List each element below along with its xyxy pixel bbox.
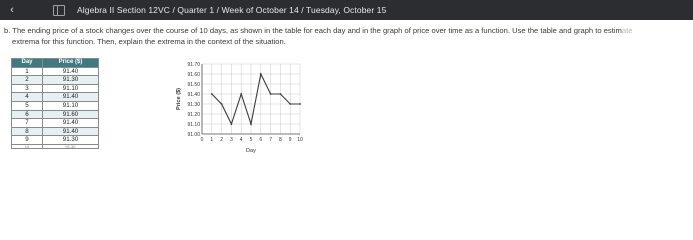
y-tick-label: 91.00 bbox=[187, 131, 200, 138]
table-cell-day: 9 bbox=[12, 136, 43, 145]
table-cell-price: 91.40 bbox=[43, 67, 99, 76]
table-row bbox=[12, 127, 99, 136]
table-header-row bbox=[12, 59, 99, 68]
table-row bbox=[12, 84, 99, 93]
x-axis-label: Day bbox=[246, 148, 256, 154]
table-cell-price: 91.60 bbox=[43, 110, 99, 119]
data-point bbox=[289, 103, 291, 105]
x-tick-label: 9 bbox=[288, 137, 292, 143]
y-tick-label: 91.10 bbox=[187, 121, 200, 128]
data-point bbox=[221, 103, 223, 105]
data-point bbox=[280, 93, 282, 95]
y-tick-label: 91.30 bbox=[187, 101, 200, 108]
x-tick-label: 1 bbox=[210, 137, 214, 143]
table-row bbox=[12, 136, 99, 145]
price-graph bbox=[168, 58, 318, 176]
back-arrow-icon[interactable]: ‹ bbox=[10, 4, 14, 16]
y-tick-label: 91.50 bbox=[187, 81, 200, 88]
data-point bbox=[231, 123, 233, 125]
x-tick-label: 8 bbox=[279, 137, 282, 143]
table-cell-day: 1 bbox=[12, 67, 43, 76]
table-header-price: Price ($) bbox=[43, 59, 99, 68]
table-row bbox=[12, 144, 99, 148]
x-tick-label: 5 bbox=[249, 137, 253, 143]
data-point bbox=[240, 93, 242, 95]
table-cell-price: 91.30 bbox=[43, 76, 99, 85]
x-tick-label: 3 bbox=[230, 137, 233, 143]
table-row bbox=[12, 101, 99, 110]
table-cell-price: 91.10 bbox=[43, 101, 99, 110]
data-point bbox=[270, 93, 272, 95]
table-cell-day: 10 bbox=[12, 144, 43, 148]
table-cell-price: 91.40 bbox=[43, 93, 99, 102]
question-line-1-text: b. The ending price of a stock changes over the course of 10 days, as shown in the table for each day and in the graph of price over time as a function. Use the table and graph to estim bbox=[4, 26, 622, 35]
x-tick-label: 7 bbox=[269, 137, 272, 143]
table-cell-day: 7 bbox=[12, 119, 43, 128]
table-cell-price: 91.30 bbox=[43, 144, 99, 148]
price-series-line bbox=[212, 74, 300, 124]
table-cell-day: 2 bbox=[12, 76, 43, 85]
question-line-1-faded: ate bbox=[621, 26, 633, 35]
table-header-day: Day bbox=[12, 59, 43, 68]
y-tick-label: 91.40 bbox=[187, 91, 200, 98]
x-tick-label: 4 bbox=[239, 137, 243, 143]
table-cell-day: 6 bbox=[12, 110, 43, 119]
table-cell-day: 8 bbox=[12, 127, 43, 136]
top-bar bbox=[0, 0, 693, 20]
data-point bbox=[260, 73, 262, 75]
table-cell-price: 91.30 bbox=[43, 136, 99, 145]
table-cell-day: 4 bbox=[12, 93, 43, 102]
table-row bbox=[12, 93, 99, 102]
data-point bbox=[211, 93, 213, 95]
y-axis-label: Price ($) bbox=[176, 87, 182, 111]
table-cell-price: 91.10 bbox=[43, 84, 99, 93]
y-tick-label: 91.60 bbox=[187, 71, 200, 78]
table-cell-day: 5 bbox=[12, 101, 43, 110]
data-point bbox=[250, 123, 252, 125]
table-row bbox=[12, 110, 99, 119]
price-line-chart bbox=[168, 58, 318, 176]
data-point bbox=[299, 103, 301, 105]
sidebar-toggle-icon[interactable] bbox=[53, 5, 65, 16]
price-table bbox=[11, 58, 99, 149]
y-tick-label: 91.70 bbox=[187, 61, 200, 68]
table-cell-price: 91.40 bbox=[43, 119, 99, 128]
table-row bbox=[12, 67, 99, 76]
question-line-2: extrema for this function. Then, explain the extrema in the context of the situation. bbox=[12, 37, 286, 46]
x-tick-label: 0 bbox=[200, 137, 204, 143]
table-row bbox=[12, 119, 99, 128]
breadcrumb: Algebra II Section 12VC / Quarter 1 / Week of October 14 / Tuesday, October 15 bbox=[77, 5, 387, 15]
table-row bbox=[12, 76, 99, 85]
x-tick-label: 10 bbox=[297, 137, 303, 143]
table-cell-price: 91.40 bbox=[43, 127, 99, 136]
table-cell-day: 3 bbox=[12, 84, 43, 93]
x-tick-label: 2 bbox=[220, 137, 223, 143]
x-tick-label: 6 bbox=[259, 137, 263, 143]
y-tick-label: 91.20 bbox=[187, 111, 200, 118]
question-text bbox=[4, 25, 690, 47]
question-line-1 bbox=[4, 25, 690, 36]
